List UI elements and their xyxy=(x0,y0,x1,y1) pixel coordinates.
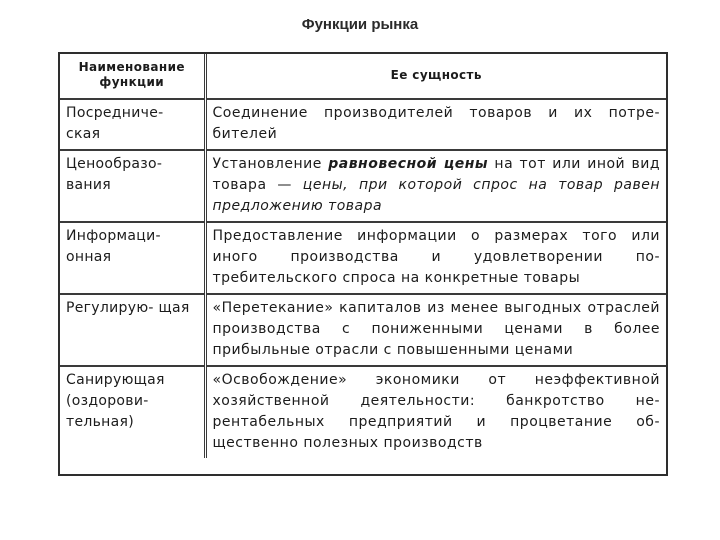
table-row xyxy=(60,150,666,222)
table-row xyxy=(60,222,666,294)
function-essence-cell xyxy=(205,99,666,150)
essence-text: Предоставление информации о размерах того или иного производства и удовлетворении по- требительского спроса на конкретные товары xyxy=(212,228,660,286)
header-essence: Ее сущность xyxy=(205,54,666,99)
function-name-cell: Информаци- онная xyxy=(60,222,205,294)
essence-text: Установление xyxy=(212,156,329,172)
function-name-cell: Посредниче- ская xyxy=(60,99,205,150)
function-essence-cell xyxy=(205,366,666,458)
function-essence-cell xyxy=(205,150,666,222)
table-header-row xyxy=(60,54,666,99)
essence-text: «Освобождение» экономики от неэффективной хозяйственной деятельности: банкротство не- рентабельных предприятий и процветание об- щественно полезных производств xyxy=(212,372,660,451)
essence-text: цены, при которой спрос на товар равен предложению товара xyxy=(212,177,660,214)
function-essence-cell xyxy=(205,222,666,294)
function-name-cell: Ценообразо- вания xyxy=(60,150,205,222)
essence-text: на тот или иной вид товара — xyxy=(212,156,661,193)
functions-table xyxy=(60,54,666,458)
essence-text: «Перетекание» капиталов из менее выгодных отраслей производства с пониженными ценами в более прибыльные отрасли с повышенными ценами xyxy=(212,300,660,358)
market-functions-table xyxy=(58,52,668,476)
function-essence-cell xyxy=(205,294,666,366)
essence-text: Соединение производителей товаров и их потре- бителей xyxy=(212,105,660,142)
table-row xyxy=(60,294,666,366)
table-row xyxy=(60,366,666,458)
function-name-cell: Санирующая (оздорови- тельная) xyxy=(60,366,205,458)
page-title: Функции рынка xyxy=(301,16,419,33)
function-name-cell: Регулирую- щая xyxy=(60,294,205,366)
header-function-name: Наименование функции xyxy=(60,54,205,99)
table-row xyxy=(60,99,666,150)
essence-text: равновесной цены xyxy=(328,156,489,172)
